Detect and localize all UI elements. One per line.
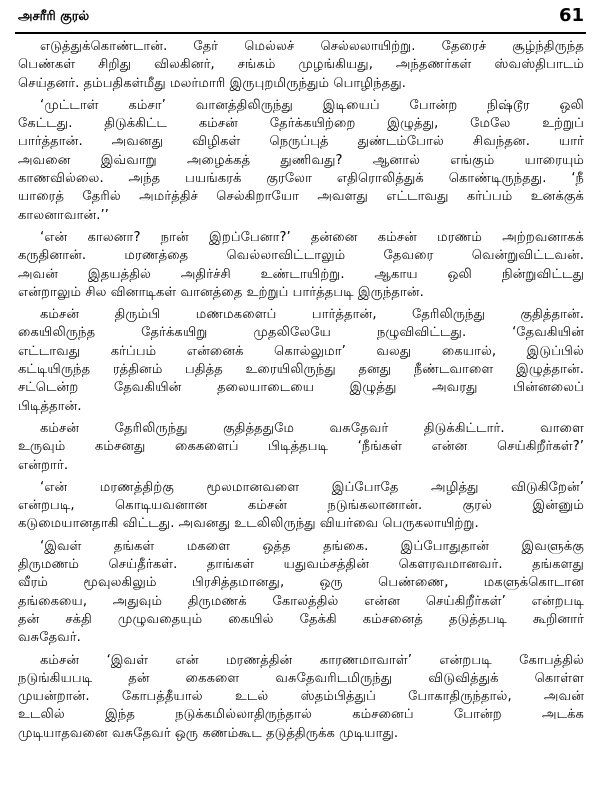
text-line: முடியாதவனை வசுதேவர் ஒரு கணம்கூட தடுத்திருக்க முடியாது.	[18, 725, 399, 741]
text-line: ‘என் மரணத்திற்கு மூலமானவளை இப்போதே அழித்து விடுகிறேன்’	[40, 479, 584, 495]
text-line: காணவில்லை. அந்த பயங்கரக் குரலோ எதிரொலித்துக் கொண்டிருந்தது. ‘நீ	[18, 171, 584, 187]
text-line: அவன் இதயத்தில் அதிர்ச்சி உண்டாயிற்று. ஆகாய ஒலி நின்றுவிட்டது	[18, 266, 584, 282]
paragraph	[18, 420, 584, 475]
text-line: எடுத்துக்கொண்டான். தேர் மெல்லச் செல்லலாயிற்று. தேரைச் சூழ்ந்திருந்த	[40, 39, 584, 54]
text-line: காலனாவான்.’’	[18, 207, 109, 223]
text-line: முயன்றான். கோபத்தீயால் உடல் ஸ்தம்பித்துப் போகாதிருந்தால், அவன்	[18, 689, 584, 705]
paragraph	[18, 538, 584, 648]
text-line: தன் சக்தி முழுவதையும் கையில் தேக்கி கம்சனைத் தடுத்தபடி கூறினார்	[18, 611, 584, 627]
text-line: என்றாலும் சில வினாடிகள் வானத்தை உற்றுப் பார்த்தபடி இருந்தான்.	[18, 284, 424, 300]
paragraph	[18, 479, 584, 534]
text-line: என்றபடி, கொடியவனான கம்சன் நடுங்கலானான். குரல் இன்னும்	[18, 498, 584, 514]
paragraph	[18, 38, 584, 93]
text-line: கம்சன் தேரிலிருந்து குதித்ததுமே வசுதேவர் திடுக்கிட்டார். வாளை	[40, 420, 584, 436]
text-line: வசுதேவர்.	[18, 630, 81, 646]
text-line: பிடித்தான்.	[18, 398, 82, 414]
text-line: கடுமையானதாகி விட்டது. அவனது உடலிலிருந்து வியர்வை பெருகலாயிற்று.	[18, 516, 479, 532]
paragraph	[18, 652, 584, 743]
text-line: ‘முட்டாள் கம்சா’ வானத்திலிருந்து இடியைப் போன்ற நிஷ்டூர ஒலி	[40, 97, 584, 113]
paragraph	[18, 229, 584, 302]
paragraph	[18, 306, 584, 416]
header-rule	[15, 32, 586, 34]
text-line: அவனை இவ்வாறு அழைக்கத் துணிவது? ஆனால் எங்கும் யாரையும்	[18, 152, 584, 168]
text-line: எட்டாவது கர்ப்பம் என்னைக் கொல்லுமா’ வலது கையால், இடுப்பில்	[18, 343, 584, 359]
paragraph	[18, 97, 584, 225]
text-line: வீரம் மூவுலகிலும் பிரசித்தமானது, ஒரு பெண்ணை, மகளுக்கொடான	[18, 575, 584, 591]
text-line: திருமணம் செய்தீர்கள். தாங்கள் யதுவம்சத்தின் கௌரவமானவர். தங்களது	[18, 557, 584, 573]
text-line: ‘என் காலனா? நான் இறப்பேனா?’ தன்னை கம்சன் மரணம் அற்றவனாகக்	[40, 229, 584, 245]
text-line: உருவும் கம்சனது கைகளைப் பிடித்தபடி ‘நீங்கள் என்ன செய்கிறீர்கள்?’	[18, 439, 584, 455]
page-header	[18, 5, 584, 30]
text-line: பார்த்தான். அவனது விழிகள் நெருப்புத் துண்டம்போல் சிவந்தன. யார்	[18, 134, 584, 150]
text-line: கருதினான். மரணத்தை வெல்லாவிட்டாலும் தேவரை வென்றுவிட்டவன்.	[18, 248, 584, 264]
text-line: கம்சன் ‘இவள் என் மரணத்தின் காரணமாவாள்’ என்றபடி கோபத்தில்	[40, 652, 584, 668]
text-line: நடுங்கியபடி தன் கைகளை வசுதேவரிடமிருந்து விடுவித்துக் கொள்ள	[18, 670, 584, 686]
text-line: கையிலிருந்த தேர்க்கயிறு முதலிலேயே நழுவிவிட்டது. ‘தேவகியின்	[18, 325, 584, 341]
text-line: பெண்கள் சிறிது விலகினர், சங்கம் முழங்கியது, அந்தணர்கள் ஸ்வஸ்திபாடம்	[18, 57, 584, 73]
text-line: செய்தனர். தம்பதிகள்மீது மலர்மாரி இருபுறமிருந்தும் பொழிந்தது.	[18, 75, 406, 91]
text-line: தங்கையை, அதுவும் திருமணக் கோலத்தில் என்ன செய்கிறீர்கள்’ என்றபடி	[18, 593, 584, 609]
text-line: கம்சன் திரும்பி மணமகளைப் பார்த்தான், தேரிலிருந்து குதித்தான்.	[40, 307, 584, 323]
text-line: சட்டென்ற தேவகியின் தலையாடையை இழுத்து அவரது பின்னலைப்	[18, 380, 584, 396]
text-line: என்றார்.	[18, 457, 69, 473]
text-line: யாரைத் தேரில் அமர்த்திச் செல்கிறாயோ அவளது எட்டாவது கர்ப்பம் உனக்குக்	[18, 189, 584, 205]
text-line: ‘இவள் தங்கள் மகளை ஒத்த தங்கை. இப்போதுதான் இவளுக்கு	[40, 538, 584, 554]
body-text	[18, 38, 584, 747]
page-number: 61	[558, 5, 584, 26]
text-line: கேட்டது. திடுக்கிட்ட கம்சன் தேர்க்கயிற்றை இழுத்து, மேலே உற்றுப்	[18, 116, 584, 132]
text-line: கட்டியிருந்த ரத்தினம் பதித்த உரையிலிருந்து தனது நீண்டவாளை இழுத்தான்.	[18, 362, 584, 378]
text-line: உடலில் இந்த நடுக்கமில்லாதிருந்தால் கம்சனைப் போன்ற அடக்க	[18, 707, 584, 723]
running-title: அசரீரி குரல்	[18, 9, 90, 24]
